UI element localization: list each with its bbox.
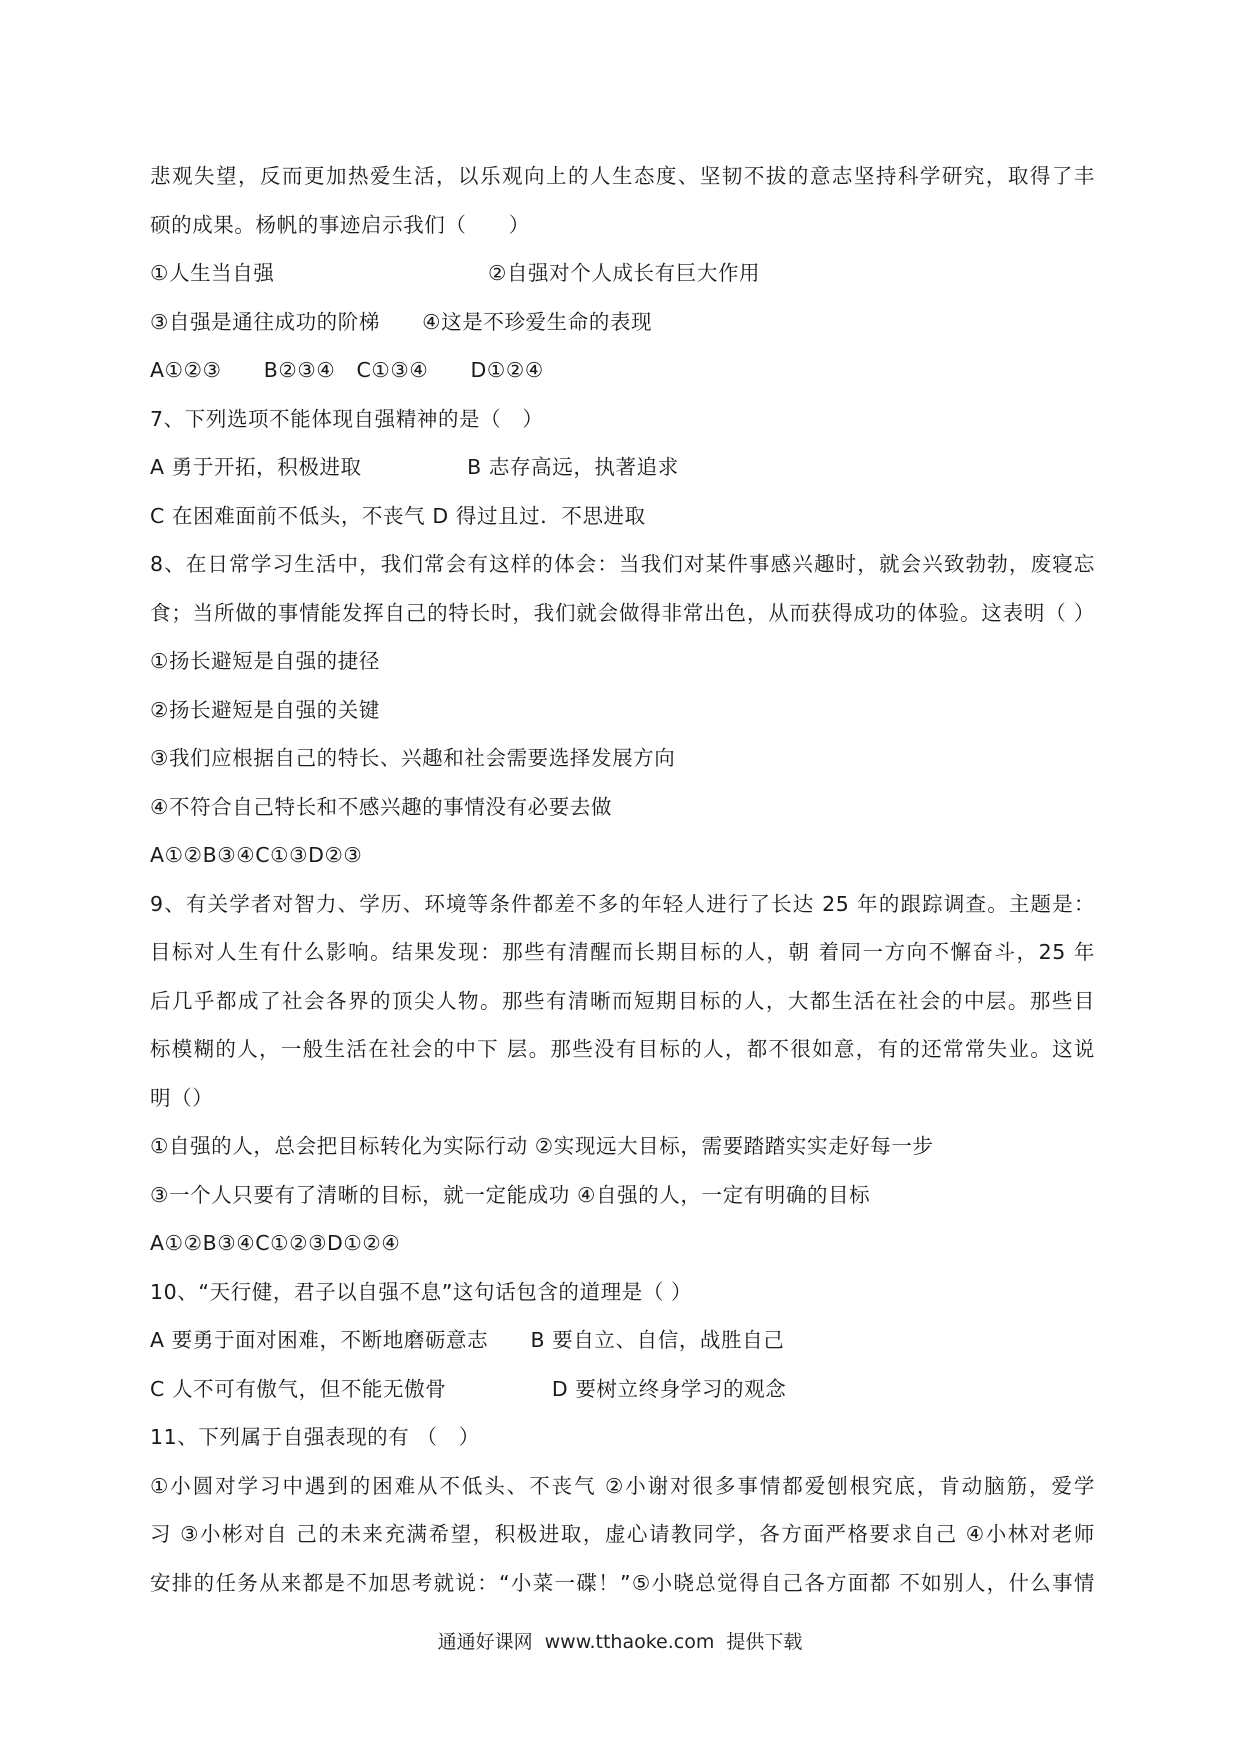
- footer-site-name: 通通好课网: [437, 1631, 533, 1653]
- text-line: ④不符合自己特长和不感兴趣的事情没有必要去做: [150, 795, 613, 819]
- text-line: 习 ③小彬对自 己的未来充满希望，积极进取，虚心请教同学，各方面严格要求自己 ④小林对老师: [150, 1522, 1095, 1546]
- text-line: C 在困难面前不低头，不丧气 D 得过且过．不思进取: [150, 504, 646, 528]
- text-line: A 要勇于面对困难，不断地磨砺意志 B 要自立、自信，战胜自己: [150, 1328, 785, 1352]
- question-8: 8、在日常学习生活中，我们常会有这样的体会：当我们对某件事感兴趣时，就会兴致勃勃，废寝忘: [150, 552, 1095, 576]
- text-line: A①②B③④C①③D②③: [150, 843, 363, 867]
- text-line: 悲观失望，反而更加热爱生活，以乐观向上的人生态度、坚韧不拔的意志坚持科学研究，取得了丰: [150, 164, 1095, 188]
- text-line: 硕的成果。杨帆的事迹启示我们（ ）: [150, 213, 530, 237]
- text-line: A①②B③④C①②③D①②④: [150, 1231, 401, 1255]
- text-line: 食；当所做的事情能发挥自己的特长时，我们就会做得非常出色，从而获得成功的体验。这表明（ ）: [150, 601, 1095, 625]
- text-line: ③一个人只要有了清晰的目标，就一定能成功 ④自强的人，一定有明确的目标: [150, 1183, 871, 1207]
- footer-url[interactable]: www.tthaoke.com: [544, 1631, 715, 1653]
- text-line: ②扬长避短是自强的关键: [150, 698, 380, 722]
- text-line: 目标对人生有什么影响。结果发现：那些有清醒而长期目标的人，朝 着同一方向不懈奋斗，25 年: [150, 940, 1095, 964]
- text-line: ①小圆对学习中遇到的困难从不低头、不丧气 ②小谢对很多事情都爱刨根究底，肯动脑筋，爱学: [150, 1474, 1095, 1498]
- footer-note: 提供下载: [726, 1631, 803, 1653]
- text-line: C 人不可有傲气，但不能无傲骨 D 要树立终身学习的观念: [150, 1377, 787, 1401]
- question-10: 10、“天行健，君子以自强不息”这句话包含的道理是（ ）: [150, 1280, 693, 1304]
- question-9: 9、有关学者对智力、学历、环境等条件都差不多的年轻人进行了长达 25 年的跟踪调查。主题是：: [150, 892, 1095, 916]
- text-line: ①扬长避短是自强的捷径: [150, 649, 380, 673]
- text-line: ①人生当自强 ②自强对个人成长有巨大作用: [150, 261, 761, 285]
- text-line: ③我们应根据自己的特长、兴趣和社会需要选择发展方向: [150, 746, 676, 770]
- text-line: ①自强的人，总会把目标转化为实际行动 ②实现远大目标，需要踏踏实实走好每一步: [150, 1134, 934, 1158]
- text-line: 标模糊的人，一般生活在社会的中下 层。那些没有目标的人，都不很如意，有的还常常失业。这说: [150, 1037, 1095, 1061]
- text-line: A①②③ B②③④ C①③④ D①②④: [150, 358, 544, 382]
- text-line: 后几乎都成了社会各界的顶尖人物。那些有清晰而短期目标的人，大都生活在社会的中层。那些目: [150, 989, 1095, 1013]
- question-11: 11、下列属于自强表现的有 （ ）: [150, 1425, 480, 1449]
- text-line: A 勇于开拓，积极进取 B 志存高远，执著追求: [150, 455, 679, 479]
- text-line: 安排的任务从来都是不加思考就说：“小菜一碟！”⑤小晓总觉得自己各方面都 不如别人，什么事情: [150, 1571, 1095, 1595]
- page-footer: [0, 1628, 1240, 1656]
- question-7: 7、下列选项不能体现自强精神的是（ ）: [150, 407, 544, 431]
- text-line: ③自强是通往成功的阶梯 ④这是不珍爱生命的表现: [150, 310, 653, 334]
- text-line: 明（）: [150, 1086, 214, 1110]
